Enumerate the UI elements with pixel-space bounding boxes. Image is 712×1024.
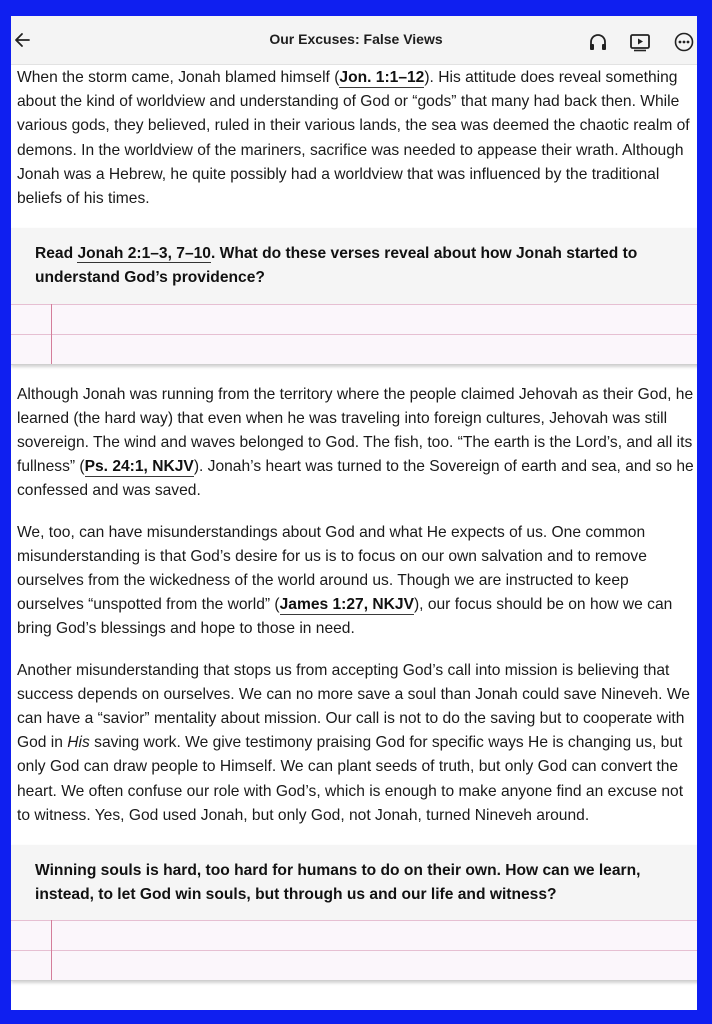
paragraph-text: When the storm came, Jonah blamed himself ( (17, 69, 340, 86)
headphones-icon[interactable] (587, 31, 609, 53)
question-box (11, 228, 697, 364)
paragraph (17, 659, 697, 828)
answer-note-field[interactable] (11, 304, 697, 364)
lesson-content (17, 66, 697, 999)
back-arrow-icon[interactable] (13, 30, 33, 50)
ruled-line (11, 950, 697, 980)
paragraph-text: ). His attitude does reveal something about the kind of worldview and understanding of God or “gods” that many had back then. While various gods, they believed, ruled in their various lands, the sea was deemed the chaotic realm of demons. In the worldview of the mariners, sacrifice was needed to appease their wrath. Although Jonah was a Hebrew, he quite possibly had a worldview that was influenced by the traditional beliefs of his times. (17, 69, 690, 208)
bible-reference-link[interactable]: Jon. 1:1–12 (339, 69, 425, 86)
ruled-line (11, 334, 697, 364)
page-title: Our Excuses: False Views (269, 31, 443, 47)
margin-line (51, 920, 52, 980)
paragraph-text: Although Jonah was running from the territory where the people claimed Jehovah as their God, he learned (the hard way) that even when he was traveling into foreign cultures, Jehovah was still sovereign. The wind and waves belonged to God. The fish, too. “The earth is the Lord’s, and all its fullness” ( (17, 385, 694, 476)
answer-note-field[interactable] (11, 920, 697, 980)
question-text: Winning souls is hard, too hard for humans to do on their own. How can we learn, instead, to let God win souls, but through us and our life and witness? (35, 862, 641, 904)
paragraph (17, 521, 697, 642)
paragraph-text: saving work. We give testimony praising God for specific ways He is changing us, but only God can draw people to Himself. We can plant seeds of truth, but only God can convert the heart. We often confuse our role with God’s, which is enough to make anyone find an excuse not to witness. Yes, God used Jonah, but only God, not Jonah, turned Nineveh around. (17, 734, 684, 824)
question-text (11, 228, 697, 303)
play-video-icon[interactable] (629, 31, 651, 53)
more-options-icon[interactable] (673, 31, 695, 53)
paragraph-text: Another misunderstanding that stops us from accepting God’s call into mission is believing that success depends on ourselves. We can no more save a soul than Jonah could save Nineveh. We can have a “savior” mentality about mission. Our call is not to do the saving but to cooperate with God in (17, 661, 690, 752)
margin-line (51, 304, 52, 364)
emphasis-text: His (67, 734, 90, 752)
paragraph (17, 66, 697, 211)
question-box (11, 845, 697, 981)
paragraph-text: We, too, can have misunderstandings about God and what He expects of us. One common misunderstanding is that God’s desire for us is to focus on our own salvation and to remove ourselves from the wickedness of the world around us. Though we are instructed to keep ourselves “unspotted from the world” ( (17, 523, 647, 614)
ruled-line (11, 304, 697, 334)
question-text-part: Read (35, 245, 78, 263)
paragraph (17, 383, 697, 504)
bible-reference-link[interactable]: James 1:27, NKJV (279, 596, 414, 614)
top-bar (11, 16, 697, 65)
bible-reference-link[interactable]: Ps. 24:1, NKJV (84, 458, 194, 476)
paragraph-text: ). Jonah’s heart was turned to the Sovereign of earth and sea, and so he confessed and was saved. (17, 458, 694, 500)
ruled-line (11, 920, 697, 950)
question-text-part: . What do these verses reveal about how Jonah started to understand God’s providence? (35, 245, 638, 287)
app-window (11, 16, 697, 1010)
bible-reference-link[interactable]: Jonah 2:1–3, 7–10 (77, 245, 211, 263)
paragraph-text: ), our focus should be on how we can bring God’s blessings and hope to those in need. (17, 596, 673, 638)
